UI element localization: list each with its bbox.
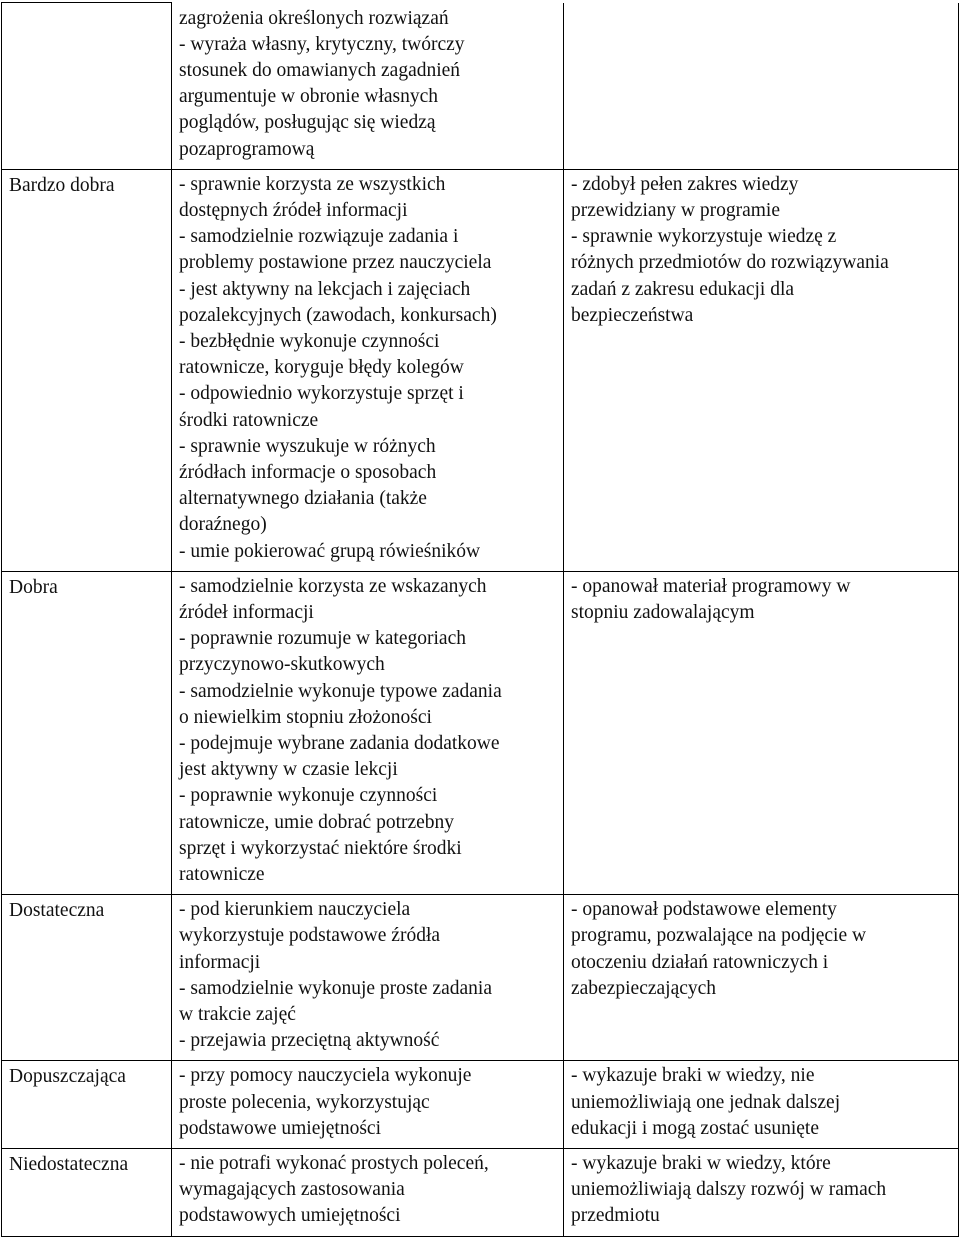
requirement-line: - bezbłędnie wykonuje czynności bbox=[179, 330, 440, 352]
requirement-line: doraźnego) bbox=[179, 514, 267, 536]
requirements-cell bbox=[172, 895, 564, 1061]
achievement-line: przewidziany w programie bbox=[571, 199, 780, 221]
requirement-line: argumentuje w obronie własnych bbox=[179, 86, 439, 108]
achievement-line: różnych przedmiotów do rozwiązywania bbox=[571, 252, 889, 274]
requirement-line: źródłach informacje o sposobach bbox=[179, 461, 437, 483]
grade-name: Bardzo dobra bbox=[9, 174, 115, 196]
requirement-line: wymagających zastosowania bbox=[179, 1179, 405, 1201]
requirement-line: w trakcie zajęć bbox=[179, 1004, 296, 1026]
achievements-cell bbox=[564, 3, 959, 170]
achievement-line: stopniu zadowalającym bbox=[571, 601, 755, 623]
requirement-line: - jest aktywny na lekcjach i zajęciach bbox=[179, 278, 471, 300]
requirement-line: - podejmuje wybrane zadania dodatkowe bbox=[179, 732, 500, 754]
requirement-line: - przy pomocy nauczyciela wykonuje bbox=[179, 1065, 472, 1087]
requirement-line: dostępnych źródeł informacji bbox=[179, 199, 408, 221]
grade-cell bbox=[2, 1149, 172, 1237]
grade-cell bbox=[2, 571, 172, 894]
requirements-cell bbox=[172, 571, 564, 894]
requirement-line: problemy postawione przez nauczyciela bbox=[179, 252, 492, 274]
requirement-line: - pod kierunkiem nauczyciela bbox=[179, 899, 411, 921]
grade-cell bbox=[2, 169, 172, 571]
requirement-line: - przejawia przeciętną aktywność bbox=[179, 1030, 440, 1052]
achievement-line: otoczeniu działań ratowniczych i bbox=[571, 951, 829, 973]
table-row bbox=[2, 169, 959, 571]
requirement-line: poglądów, posługując się wiedzą bbox=[179, 112, 436, 134]
grade-name: Dostateczna bbox=[9, 900, 105, 922]
requirement-line: - samodzielnie korzysta ze wskazanych bbox=[179, 575, 487, 597]
requirement-line: jest aktywny w czasie lekcji bbox=[179, 759, 398, 781]
requirement-line: - wyraża własny, krytyczny, twórczy bbox=[179, 33, 465, 55]
requirement-line: ratownicze, koryguje błędy kolegów bbox=[179, 357, 464, 379]
requirement-line: podstawowych umiejętności bbox=[179, 1205, 401, 1227]
requirements-cell bbox=[172, 3, 564, 170]
achievement-line: programu, pozwalające na podjęcie w bbox=[571, 925, 867, 947]
table-row bbox=[2, 571, 959, 894]
requirement-line: pozaprogramową bbox=[179, 138, 315, 160]
requirement-line: - sprawnie wyszukuje w różnych bbox=[179, 435, 436, 457]
requirement-line: zagrożenia określonych rozwiązań bbox=[179, 7, 449, 29]
requirement-line: - nie potrafi wykonać prostych poleceń, bbox=[179, 1153, 489, 1175]
achievement-line: uniemożliwiają dalszy rozwój w ramach bbox=[571, 1179, 887, 1201]
requirement-line: wykorzystuje podstawowe źródła bbox=[179, 925, 441, 947]
requirement-line: o niewielkim stopniu złożoności bbox=[179, 706, 432, 728]
requirement-line: - samodzielnie wykonuje proste zadania bbox=[179, 977, 492, 999]
grade-cell bbox=[2, 3, 172, 170]
table-row bbox=[2, 1149, 959, 1237]
achievement-line: zadań z zakresu edukacji dla bbox=[571, 278, 795, 300]
achievement-line: edukacji i mogą zostać usunięte bbox=[571, 1117, 819, 1139]
grading-criteria-table bbox=[1, 2, 959, 1237]
requirement-line: - poprawnie rozumuje w kategoriach bbox=[179, 628, 466, 650]
grade-name: Dobra bbox=[9, 576, 58, 598]
requirement-line: środki ratownicze bbox=[179, 409, 319, 431]
requirement-line: źródeł informacji bbox=[179, 601, 314, 623]
requirement-line: podstawowe umiejętności bbox=[179, 1117, 381, 1139]
requirement-line: - sprawnie korzysta ze wszystkich bbox=[179, 173, 446, 195]
requirement-line: przyczynowo-skutkowych bbox=[179, 654, 385, 676]
requirement-line: - umie pokierować grupą rówieśników bbox=[179, 540, 481, 562]
achievements-cell bbox=[564, 1149, 959, 1237]
requirement-line: informacji bbox=[179, 951, 261, 973]
requirement-line: sprzęt i wykorzystać niektóre środki bbox=[179, 837, 462, 859]
achievement-line: - wykazuje braki w wiedzy, które bbox=[571, 1153, 831, 1175]
table-row bbox=[2, 1061, 959, 1149]
requirements-cell bbox=[172, 1061, 564, 1149]
requirement-line: - samodzielnie rozwiązuje zadania i bbox=[179, 226, 459, 248]
achievements-cell bbox=[564, 169, 959, 571]
achievement-line: - zdobył pełen zakres wiedzy bbox=[571, 173, 799, 195]
achievement-line: - opanował podstawowe elementy bbox=[571, 899, 837, 921]
requirements-cell bbox=[172, 169, 564, 571]
achievement-line: przedmiotu bbox=[571, 1205, 660, 1227]
achievement-line: - opanował materiał programowy w bbox=[571, 575, 851, 597]
achievement-line: - sprawnie wykorzystuje wiedzę z bbox=[571, 226, 837, 248]
achievement-line: - wykazuje braki w wiedzy, nie bbox=[571, 1065, 815, 1087]
achievements-cell bbox=[564, 571, 959, 894]
grading-criteria-body bbox=[2, 3, 959, 1237]
table-row bbox=[2, 3, 959, 170]
requirement-line: - odpowiednio wykorzystuje sprzęt i bbox=[179, 383, 464, 405]
grade-name: Niedostateczna bbox=[9, 1154, 129, 1176]
requirement-line: ratownicze, umie dobrać potrzebny bbox=[179, 811, 455, 833]
table-row bbox=[2, 895, 959, 1061]
grade-name: Dopuszczająca bbox=[9, 1066, 126, 1088]
achievements-cell bbox=[564, 1061, 959, 1149]
requirements-cell bbox=[172, 1149, 564, 1237]
achievement-line: bezpieczeństwa bbox=[571, 304, 694, 326]
requirement-line: - poprawnie wykonuje czynności bbox=[179, 785, 438, 807]
requirement-line: - samodzielnie wykonuje typowe zadania bbox=[179, 680, 502, 702]
grade-cell bbox=[2, 1061, 172, 1149]
requirement-line: stosunek do omawianych zagadnień bbox=[179, 59, 461, 81]
achievement-line: uniemożliwiają one jednak dalszej bbox=[571, 1091, 841, 1113]
grade-cell bbox=[2, 895, 172, 1061]
requirement-line: proste polecenia, wykorzystując bbox=[179, 1091, 430, 1113]
requirement-line: pozalekcyjnych (zawodach, konkursach) bbox=[179, 304, 497, 326]
achievements-cell bbox=[564, 895, 959, 1061]
requirement-line: ratownicze bbox=[179, 864, 265, 885]
requirement-line: alternatywnego działania (także bbox=[179, 488, 427, 510]
achievement-line: zabezpieczających bbox=[571, 977, 717, 999]
